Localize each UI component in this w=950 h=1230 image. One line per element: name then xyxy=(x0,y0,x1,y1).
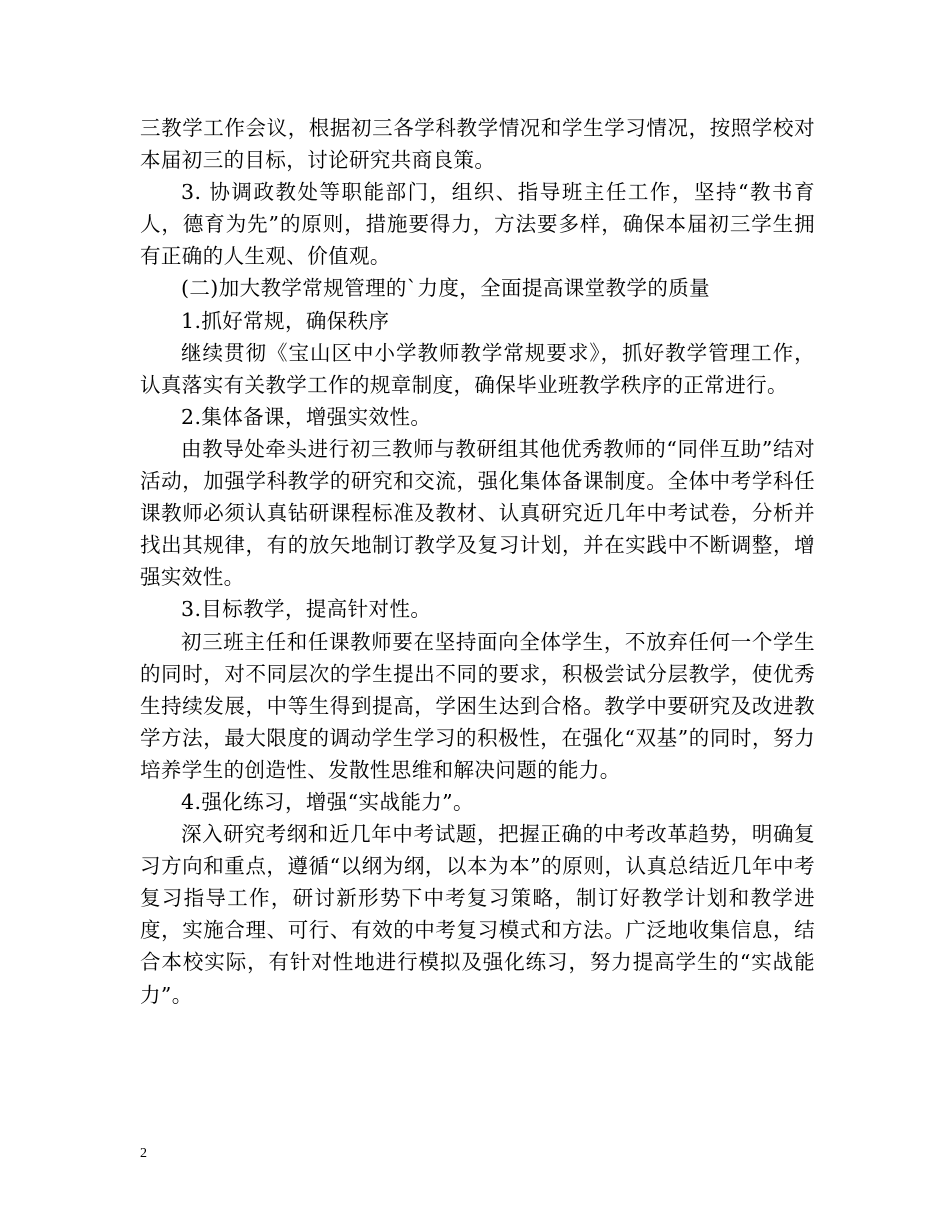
paragraph-collective-lesson-prep: 由教导处牵头进行初三教师与教研组其他优秀教师的“同伴互助”结对活动，加强学科教学的研究和交流，强化集体备课制度。全体中考学科任课教师必须认真钻研课程标准及教材、认真研究近几年中考试卷，分析并找出其规律，有的放矢地制订教学及复习计划，并在实践中不断调整，增强实效性。 xyxy=(140,436,815,590)
paragraph-strengthen-practice: 深入研究考纲和近几年中考试题，把握正确的中考改革趋势，明确复习方向和重点，遵循“以纲为纲，以本为本”的原则，认真总结近几年中考复习指导工作，研讨新形势下中考复习策略，制订好教学计划和教学进度，实施合理、可行、有效的中考复习模式和方法。广泛地收集信息，结合本校实际，有针对性地进行模拟及强化练习，努力提高学生的“实战能力”。 xyxy=(140,822,815,1007)
section-heading-routine-management: (二)加大教学常规管理的`力度，全面提高课堂教学的质量 xyxy=(181,276,711,301)
paragraph-meeting-continuation: 三教学工作会议，根据初三各学科教学情况和学生学习情况，按照学校对本届初三的目标，讨论研究共商良策。 xyxy=(140,116,815,173)
subheading-target-teaching: 3.目标教学，提高针对性。 xyxy=(181,597,432,622)
page-body xyxy=(140,112,815,1011)
subheading-routine-order: 1.抓好常规，确保秩序 xyxy=(181,308,390,333)
subheading-collective-lesson-prep: 2.集体备课，增强实效性。 xyxy=(181,404,432,429)
page-number: 2 xyxy=(140,1146,147,1161)
paragraph-target-teaching: 初三班主任和任课教师要在坚持面向全体学生，不放弃任何一个学生的同时，对不同层次的学生提出不同的要求，积极尝试分层教学，使优秀生持续发展，中等生得到提高，学困生达到合格。教学中要研究及改进教学方法，最大限度的调动学生学习的积极性，在强化“双基”的同时，努力培养学生的创造性、发散性思维和解决问题的能力。 xyxy=(140,629,815,782)
paragraph-routine-order: 继续贯彻《宝山区中小学教师教学常规要求》，抓好教学管理工作，认真落实有关教学工作的规章制度，确保毕业班教学秩序的正常进行。 xyxy=(140,340,815,397)
paragraph-coordinate-departments: 3. 协调政教处等职能部门，组织、指导班主任工作，坚持“教书育人，德育为先”的原则，措施要得力，方法要多样，确保本届初三学生拥有正确的人生观、价值观。 xyxy=(140,180,815,269)
subheading-strengthen-practice: 4.强化练习，增强“实战能力”。 xyxy=(181,789,474,814)
